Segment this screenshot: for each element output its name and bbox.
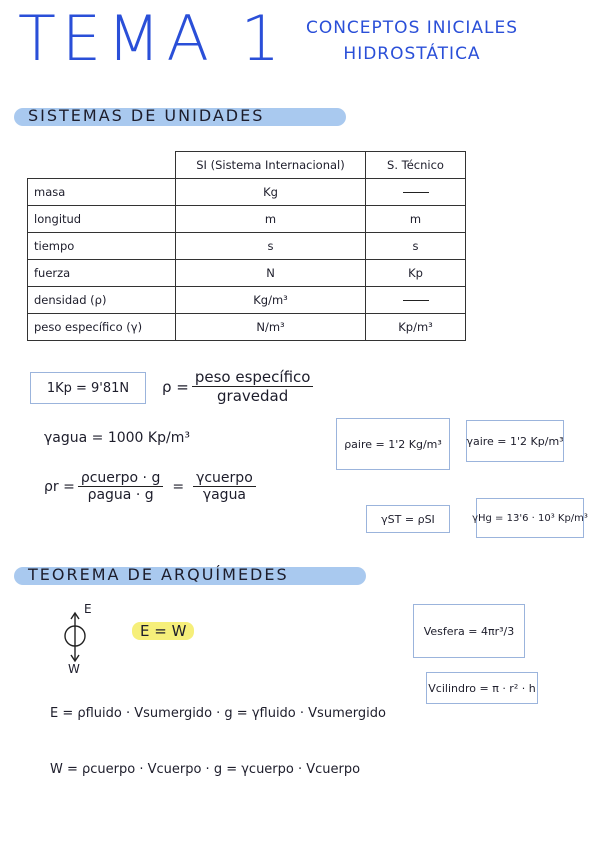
relative-density-formula [44,470,259,503]
cylinder-volume-box [426,672,538,704]
table-cell-tec: Kp/m³ [366,314,466,341]
rho-r-denominator-2: γagua [202,487,247,503]
rho-r-lhs: ρr = [44,478,75,495]
rho-lhs: ρ = [162,377,189,396]
section-title-archimedes: TEOREMA DE ARQUÍMEDES [28,565,289,584]
rho-numerator: peso específico [192,368,314,387]
dash-mark [403,192,429,193]
table-cell-tec: s [366,233,466,260]
table-cell-si: Kg/m³ [176,287,366,314]
table-row [28,233,466,260]
gamma-st: γST = ρSI [381,512,435,526]
table-cell-si: m [176,206,366,233]
table-cell-tec: m [366,206,466,233]
subtitle-line1: CONCEPTOS INICIALES [305,18,519,38]
table-row [28,287,466,314]
sphere-volume-box [413,604,525,658]
gamma-st-box [366,505,450,533]
table-cell-prop: masa [28,179,176,206]
section-title-units: SISTEMAS DE UNIDADES [28,106,265,125]
gamma-air: γaire = 1'2 Kp/m³ [466,434,564,448]
table-header-row [28,152,466,179]
rho-fraction [192,368,314,405]
table-cell-si: N/m³ [176,314,366,341]
table-header-cell: S. Técnico [366,152,466,179]
gamma-hg: γHg = 13'6 · 10³ Kp/m³ [472,512,588,524]
table-cell-prop: longitud [28,206,176,233]
buoyancy-label: E [84,602,92,616]
weight-label: W [68,662,80,676]
table-row [28,314,466,341]
rho-r-fraction-1 [78,470,164,503]
table-cell-tec [366,287,466,314]
page-title: TEMA 1 [18,2,287,75]
rho-r-numerator-2: γcuerpo [193,470,256,487]
gamma-hg-box [472,498,588,538]
e-equals-w-highlight: E = W [132,622,194,640]
table-cell-si: s [176,233,366,260]
e-equals-w [132,622,194,640]
rho-r-fraction-2 [193,470,256,503]
rho-r-numerator: ρcuerpo · g [78,470,164,487]
density-formula [162,368,316,405]
units-table [27,151,466,341]
rho-air: ρaire = 1'2 Kg/m³ [344,437,442,451]
buoyancy-formula: E = ρfluido · Vsumergido · g = γfluido · Vsumergido [50,706,386,721]
gamma-air-box [466,420,564,462]
table-row [28,206,466,233]
rho-r-equals: = [172,478,185,495]
rho-air-box [336,418,450,470]
rho-denominator: gravedad [217,387,289,405]
table-cell-si: Kg [176,179,366,206]
table-cell-prop: fuerza [28,260,176,287]
table-cell-tec [366,179,466,206]
table-header-cell: SI (Sistema Internacional) [176,152,366,179]
table-header-cell [28,152,176,179]
table-cell-prop: peso específico (γ) [28,314,176,341]
dash-mark [403,300,429,301]
rho-r-denominator: ρagua · g [87,487,154,503]
table-cell-si: N [176,260,366,287]
kp-conversion: 1Kp = 9'81N [46,380,130,396]
table-cell-tec: Kp [366,260,466,287]
sphere-volume: Vesfera = 4πr³/3 [423,624,515,638]
table-row [28,179,466,206]
gamma-water: γagua = 1000 Kp/m³ [44,430,190,446]
subtitle-line2: HIDROSTÁTICA [343,44,481,64]
cylinder-volume: Vcilindro = π · r² · h [428,681,536,695]
table-cell-prop: densidad (ρ) [28,287,176,314]
table-cell-prop: tiempo [28,233,176,260]
weight-formula: W = ρcuerpo · Vcuerpo · g = γcuerpo · Vcuerpo [50,762,361,777]
table-row [28,260,466,287]
kp-conversion-box [30,372,146,404]
